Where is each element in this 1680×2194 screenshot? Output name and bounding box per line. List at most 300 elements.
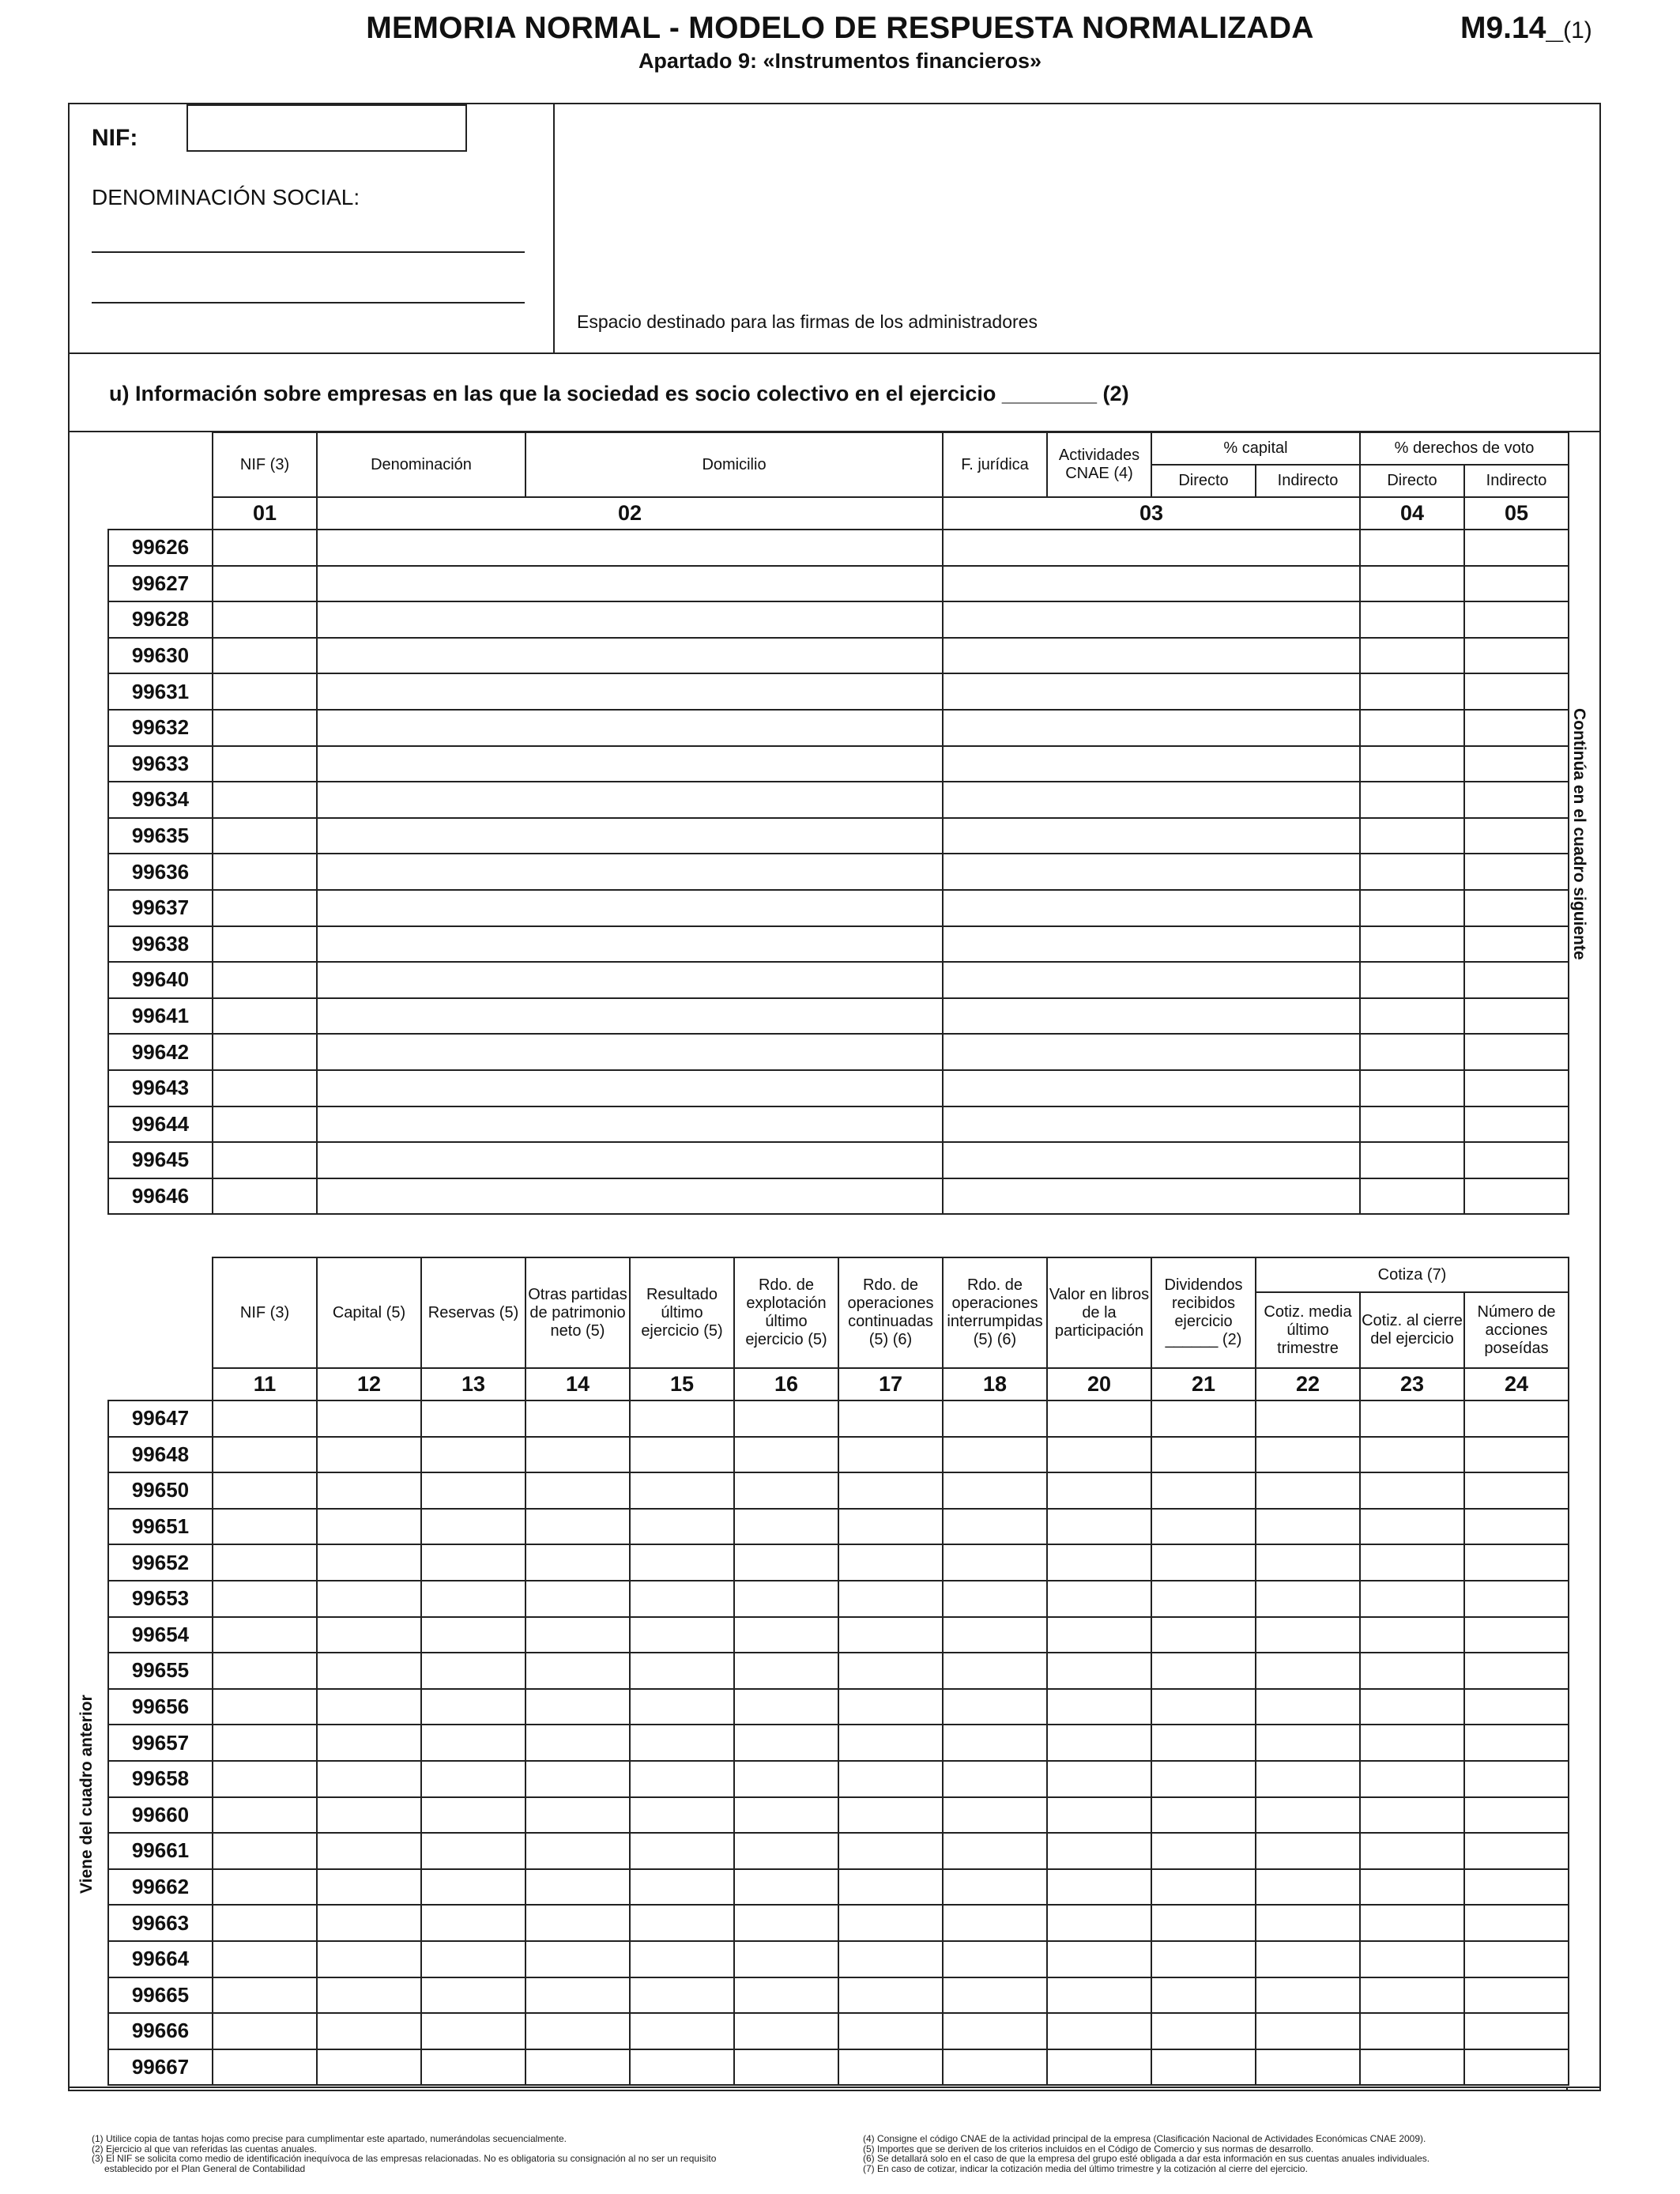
input-cell-13[interactable]	[421, 1544, 525, 1581]
input-cell-01[interactable]	[213, 638, 317, 674]
input-cell-04[interactable]	[1360, 1070, 1464, 1106]
input-cell-02[interactable]	[317, 1034, 943, 1070]
input-cell-17[interactable]	[838, 1437, 943, 1473]
input-cell-20[interactable]	[1047, 1689, 1151, 1725]
input-cell-13[interactable]	[421, 1581, 525, 1617]
input-cell-24[interactable]	[1464, 1472, 1569, 1509]
input-cell-01[interactable]	[213, 673, 317, 710]
input-cell-02[interactable]	[317, 926, 943, 963]
input-cell-15[interactable]	[630, 1761, 734, 1797]
input-cell-12[interactable]	[317, 1977, 421, 2014]
input-cell-05[interactable]	[1464, 638, 1569, 674]
input-cell-14[interactable]	[525, 1977, 630, 2014]
input-cell-17[interactable]	[838, 1869, 943, 1906]
input-cell-18[interactable]	[943, 1509, 1047, 1545]
input-cell-15[interactable]	[630, 1941, 734, 1977]
input-cell-02[interactable]	[317, 638, 943, 674]
input-cell-12[interactable]	[317, 2049, 421, 2086]
input-cell-22[interactable]	[1256, 1941, 1360, 1977]
input-cell-12[interactable]	[317, 1797, 421, 1834]
input-cell-14[interactable]	[525, 1941, 630, 1977]
input-cell-24[interactable]	[1464, 1400, 1569, 1437]
input-cell-13[interactable]	[421, 1869, 525, 1906]
input-cell-15[interactable]	[630, 1472, 734, 1509]
input-cell-11[interactable]	[213, 1581, 317, 1617]
input-cell-14[interactable]	[525, 2049, 630, 2086]
input-cell-20[interactable]	[1047, 1653, 1151, 1689]
input-cell-21[interactable]	[1151, 1437, 1256, 1473]
input-cell-22[interactable]	[1256, 1400, 1360, 1437]
input-cell-02[interactable]	[317, 601, 943, 638]
input-cell-13[interactable]	[421, 1617, 525, 1653]
input-cell-02[interactable]	[317, 890, 943, 926]
input-cell-03[interactable]	[943, 854, 1360, 890]
input-cell-22[interactable]	[1256, 1437, 1360, 1473]
input-cell-12[interactable]	[317, 1472, 421, 1509]
input-cell-11[interactable]	[213, 1977, 317, 2014]
input-cell-11[interactable]	[213, 1869, 317, 1906]
input-cell-17[interactable]	[838, 1905, 943, 1941]
input-cell-11[interactable]	[213, 1400, 317, 1437]
input-cell-04[interactable]	[1360, 962, 1464, 998]
input-cell-22[interactable]	[1256, 1833, 1360, 1869]
input-cell-12[interactable]	[317, 1653, 421, 1689]
input-cell-20[interactable]	[1047, 1544, 1151, 1581]
input-cell-01[interactable]	[213, 962, 317, 998]
input-cell-24[interactable]	[1464, 2049, 1569, 2086]
input-cell-23[interactable]	[1360, 1833, 1464, 1869]
input-cell-03[interactable]	[943, 746, 1360, 782]
input-cell-14[interactable]	[525, 1437, 630, 1473]
input-cell-12[interactable]	[317, 1437, 421, 1473]
input-cell-15[interactable]	[630, 1581, 734, 1617]
input-cell-24[interactable]	[1464, 1653, 1569, 1689]
input-cell-03[interactable]	[943, 998, 1360, 1035]
input-cell-16[interactable]	[734, 1472, 838, 1509]
input-cell-15[interactable]	[630, 1653, 734, 1689]
input-cell-15[interactable]	[630, 1689, 734, 1725]
input-cell-05[interactable]	[1464, 926, 1569, 963]
input-cell-01[interactable]	[213, 782, 317, 818]
input-cell-04[interactable]	[1360, 782, 1464, 818]
input-cell-04[interactable]	[1360, 638, 1464, 674]
input-cell-14[interactable]	[525, 1617, 630, 1653]
input-cell-16[interactable]	[734, 1544, 838, 1581]
input-cell-23[interactable]	[1360, 2013, 1464, 2049]
input-cell-21[interactable]	[1151, 2049, 1256, 2086]
input-cell-23[interactable]	[1360, 1653, 1464, 1689]
input-cell-24[interactable]	[1464, 1689, 1569, 1725]
input-cell-24[interactable]	[1464, 1544, 1569, 1581]
input-cell-23[interactable]	[1360, 1905, 1464, 1941]
input-cell-18[interactable]	[943, 1977, 1047, 2014]
input-cell-23[interactable]	[1360, 1689, 1464, 1725]
input-cell-22[interactable]	[1256, 1869, 1360, 1906]
input-cell-20[interactable]	[1047, 2049, 1151, 2086]
input-cell-05[interactable]	[1464, 1070, 1569, 1106]
input-cell-05[interactable]	[1464, 566, 1569, 602]
input-cell-21[interactable]	[1151, 1689, 1256, 1725]
input-cell-11[interactable]	[213, 1617, 317, 1653]
input-cell-18[interactable]	[943, 1761, 1047, 1797]
input-cell-18[interactable]	[943, 1833, 1047, 1869]
input-cell-20[interactable]	[1047, 1472, 1151, 1509]
input-cell-04[interactable]	[1360, 854, 1464, 890]
input-cell-24[interactable]	[1464, 1869, 1569, 1906]
input-cell-18[interactable]	[943, 1797, 1047, 1834]
input-cell-20[interactable]	[1047, 1833, 1151, 1869]
input-cell-05[interactable]	[1464, 854, 1569, 890]
input-cell-24[interactable]	[1464, 1977, 1569, 2014]
input-cell-21[interactable]	[1151, 1941, 1256, 1977]
input-cell-20[interactable]	[1047, 1725, 1151, 1761]
denominacion-line-2[interactable]	[92, 302, 525, 303]
input-cell-22[interactable]	[1256, 1617, 1360, 1653]
input-cell-20[interactable]	[1047, 1400, 1151, 1437]
input-cell-14[interactable]	[525, 1653, 630, 1689]
input-cell-20[interactable]	[1047, 1437, 1151, 1473]
input-cell-24[interactable]	[1464, 1833, 1569, 1869]
denominacion-line-1[interactable]	[92, 251, 525, 253]
input-cell-22[interactable]	[1256, 1581, 1360, 1617]
input-cell-23[interactable]	[1360, 1581, 1464, 1617]
input-cell-01[interactable]	[213, 1142, 317, 1178]
input-cell-23[interactable]	[1360, 1472, 1464, 1509]
input-cell-02[interactable]	[317, 673, 943, 710]
input-cell-05[interactable]	[1464, 818, 1569, 854]
input-cell-17[interactable]	[838, 1689, 943, 1725]
input-cell-15[interactable]	[630, 2013, 734, 2049]
input-cell-13[interactable]	[421, 1437, 525, 1473]
input-cell-03[interactable]	[943, 710, 1360, 746]
input-cell-01[interactable]	[213, 818, 317, 854]
input-cell-21[interactable]	[1151, 1544, 1256, 1581]
input-cell-11[interactable]	[213, 1544, 317, 1581]
input-cell-21[interactable]	[1151, 1653, 1256, 1689]
input-cell-11[interactable]	[213, 1653, 317, 1689]
input-cell-12[interactable]	[317, 1544, 421, 1581]
input-cell-13[interactable]	[421, 2049, 525, 2086]
input-cell-23[interactable]	[1360, 1869, 1464, 1906]
input-cell-18[interactable]	[943, 1941, 1047, 1977]
input-cell-18[interactable]	[943, 1905, 1047, 1941]
input-cell-11[interactable]	[213, 1472, 317, 1509]
input-cell-01[interactable]	[213, 890, 317, 926]
input-cell-18[interactable]	[943, 1869, 1047, 1906]
input-cell-16[interactable]	[734, 1833, 838, 1869]
input-cell-16[interactable]	[734, 1941, 838, 1977]
input-cell-14[interactable]	[525, 1869, 630, 1906]
input-cell-23[interactable]	[1360, 1509, 1464, 1545]
input-cell-16[interactable]	[734, 1509, 838, 1545]
input-cell-05[interactable]	[1464, 1106, 1569, 1143]
input-cell-04[interactable]	[1360, 601, 1464, 638]
input-cell-16[interactable]	[734, 2049, 838, 2086]
input-cell-02[interactable]	[317, 710, 943, 746]
input-cell-13[interactable]	[421, 2013, 525, 2049]
input-cell-04[interactable]	[1360, 530, 1464, 566]
input-cell-04[interactable]	[1360, 1142, 1464, 1178]
input-cell-20[interactable]	[1047, 1869, 1151, 1906]
input-cell-16[interactable]	[734, 1437, 838, 1473]
input-cell-04[interactable]	[1360, 818, 1464, 854]
input-cell-13[interactable]	[421, 1509, 525, 1545]
input-cell-01[interactable]	[213, 1034, 317, 1070]
input-cell-24[interactable]	[1464, 1725, 1569, 1761]
input-cell-04[interactable]	[1360, 673, 1464, 710]
input-cell-17[interactable]	[838, 2049, 943, 2086]
input-cell-15[interactable]	[630, 1509, 734, 1545]
input-cell-01[interactable]	[213, 710, 317, 746]
input-cell-02[interactable]	[317, 782, 943, 818]
input-cell-02[interactable]	[317, 998, 943, 1035]
nif-input[interactable]	[186, 104, 467, 152]
input-cell-13[interactable]	[421, 1797, 525, 1834]
input-cell-24[interactable]	[1464, 1509, 1569, 1545]
input-cell-11[interactable]	[213, 1509, 317, 1545]
input-cell-01[interactable]	[213, 1070, 317, 1106]
input-cell-01[interactable]	[213, 998, 317, 1035]
input-cell-02[interactable]	[317, 746, 943, 782]
input-cell-12[interactable]	[317, 1581, 421, 1617]
input-cell-01[interactable]	[213, 530, 317, 566]
input-cell-13[interactable]	[421, 1833, 525, 1869]
input-cell-20[interactable]	[1047, 1617, 1151, 1653]
input-cell-13[interactable]	[421, 1761, 525, 1797]
input-cell-22[interactable]	[1256, 1509, 1360, 1545]
input-cell-11[interactable]	[213, 1941, 317, 1977]
input-cell-22[interactable]	[1256, 1977, 1360, 2014]
input-cell-13[interactable]	[421, 1689, 525, 1725]
input-cell-05[interactable]	[1464, 530, 1569, 566]
input-cell-02[interactable]	[317, 1142, 943, 1178]
input-cell-21[interactable]	[1151, 1725, 1256, 1761]
input-cell-17[interactable]	[838, 1761, 943, 1797]
input-cell-18[interactable]	[943, 1472, 1047, 1509]
input-cell-12[interactable]	[317, 1905, 421, 1941]
input-cell-23[interactable]	[1360, 1725, 1464, 1761]
input-cell-05[interactable]	[1464, 673, 1569, 710]
input-cell-04[interactable]	[1360, 998, 1464, 1035]
input-cell-21[interactable]	[1151, 1617, 1256, 1653]
input-cell-13[interactable]	[421, 1400, 525, 1437]
input-cell-23[interactable]	[1360, 1941, 1464, 1977]
input-cell-18[interactable]	[943, 2013, 1047, 2049]
input-cell-21[interactable]	[1151, 1509, 1256, 1545]
input-cell-11[interactable]	[213, 1725, 317, 1761]
input-cell-02[interactable]	[317, 1178, 943, 1215]
input-cell-13[interactable]	[421, 1941, 525, 1977]
input-cell-04[interactable]	[1360, 926, 1464, 963]
input-cell-17[interactable]	[838, 1977, 943, 2014]
input-cell-22[interactable]	[1256, 1761, 1360, 1797]
input-cell-21[interactable]	[1151, 1833, 1256, 1869]
input-cell-16[interactable]	[734, 1905, 838, 1941]
input-cell-16[interactable]	[734, 1689, 838, 1725]
input-cell-21[interactable]	[1151, 1797, 1256, 1834]
input-cell-14[interactable]	[525, 1689, 630, 1725]
input-cell-01[interactable]	[213, 601, 317, 638]
input-cell-17[interactable]	[838, 1833, 943, 1869]
input-cell-24[interactable]	[1464, 2013, 1569, 2049]
input-cell-16[interactable]	[734, 1977, 838, 2014]
input-cell-22[interactable]	[1256, 1472, 1360, 1509]
input-cell-18[interactable]	[943, 1689, 1047, 1725]
input-cell-01[interactable]	[213, 566, 317, 602]
input-cell-01[interactable]	[213, 1178, 317, 1215]
input-cell-02[interactable]	[317, 818, 943, 854]
input-cell-16[interactable]	[734, 1797, 838, 1834]
input-cell-23[interactable]	[1360, 1544, 1464, 1581]
input-cell-05[interactable]	[1464, 601, 1569, 638]
input-cell-14[interactable]	[525, 1509, 630, 1545]
input-cell-03[interactable]	[943, 962, 1360, 998]
input-cell-14[interactable]	[525, 1544, 630, 1581]
input-cell-24[interactable]	[1464, 1941, 1569, 1977]
input-cell-18[interactable]	[943, 1400, 1047, 1437]
input-cell-18[interactable]	[943, 1437, 1047, 1473]
input-cell-20[interactable]	[1047, 1761, 1151, 1797]
input-cell-03[interactable]	[943, 1178, 1360, 1215]
input-cell-21[interactable]	[1151, 1400, 1256, 1437]
input-cell-15[interactable]	[630, 1977, 734, 2014]
input-cell-17[interactable]	[838, 1400, 943, 1437]
input-cell-23[interactable]	[1360, 1617, 1464, 1653]
input-cell-22[interactable]	[1256, 1689, 1360, 1725]
input-cell-01[interactable]	[213, 854, 317, 890]
input-cell-12[interactable]	[317, 1725, 421, 1761]
input-cell-14[interactable]	[525, 2013, 630, 2049]
input-cell-03[interactable]	[943, 638, 1360, 674]
input-cell-18[interactable]	[943, 1725, 1047, 1761]
input-cell-12[interactable]	[317, 1833, 421, 1869]
input-cell-12[interactable]	[317, 1689, 421, 1725]
input-cell-11[interactable]	[213, 2049, 317, 2086]
input-cell-16[interactable]	[734, 1400, 838, 1437]
input-cell-03[interactable]	[943, 673, 1360, 710]
input-cell-02[interactable]	[317, 854, 943, 890]
input-cell-16[interactable]	[734, 1617, 838, 1653]
input-cell-05[interactable]	[1464, 710, 1569, 746]
input-cell-12[interactable]	[317, 1617, 421, 1653]
input-cell-05[interactable]	[1464, 782, 1569, 818]
input-cell-03[interactable]	[943, 1106, 1360, 1143]
input-cell-03[interactable]	[943, 1034, 1360, 1070]
input-cell-14[interactable]	[525, 1797, 630, 1834]
input-cell-02[interactable]	[317, 1106, 943, 1143]
input-cell-03[interactable]	[943, 601, 1360, 638]
input-cell-17[interactable]	[838, 1581, 943, 1617]
input-cell-14[interactable]	[525, 1472, 630, 1509]
input-cell-11[interactable]	[213, 1761, 317, 1797]
input-cell-02[interactable]	[317, 962, 943, 998]
input-cell-17[interactable]	[838, 1472, 943, 1509]
input-cell-16[interactable]	[734, 1869, 838, 1906]
input-cell-22[interactable]	[1256, 1544, 1360, 1581]
input-cell-03[interactable]	[943, 818, 1360, 854]
input-cell-17[interactable]	[838, 2013, 943, 2049]
input-cell-11[interactable]	[213, 1797, 317, 1834]
input-cell-11[interactable]	[213, 1689, 317, 1725]
input-cell-18[interactable]	[943, 1653, 1047, 1689]
input-cell-13[interactable]	[421, 1653, 525, 1689]
input-cell-05[interactable]	[1464, 1142, 1569, 1178]
input-cell-23[interactable]	[1360, 1797, 1464, 1834]
input-cell-18[interactable]	[943, 1617, 1047, 1653]
input-cell-17[interactable]	[838, 1544, 943, 1581]
input-cell-05[interactable]	[1464, 1034, 1569, 1070]
input-cell-17[interactable]	[838, 1617, 943, 1653]
input-cell-20[interactable]	[1047, 1977, 1151, 2014]
input-cell-02[interactable]	[317, 566, 943, 602]
input-cell-24[interactable]	[1464, 1905, 1569, 1941]
input-cell-05[interactable]	[1464, 1178, 1569, 1215]
input-cell-05[interactable]	[1464, 962, 1569, 998]
input-cell-14[interactable]	[525, 1400, 630, 1437]
input-cell-14[interactable]	[525, 1725, 630, 1761]
input-cell-05[interactable]	[1464, 998, 1569, 1035]
input-cell-17[interactable]	[838, 1725, 943, 1761]
input-cell-23[interactable]	[1360, 1437, 1464, 1473]
input-cell-15[interactable]	[630, 1797, 734, 1834]
input-cell-21[interactable]	[1151, 1869, 1256, 1906]
input-cell-15[interactable]	[630, 1725, 734, 1761]
input-cell-20[interactable]	[1047, 1797, 1151, 1834]
input-cell-23[interactable]	[1360, 1400, 1464, 1437]
input-cell-16[interactable]	[734, 1581, 838, 1617]
input-cell-05[interactable]	[1464, 746, 1569, 782]
input-cell-21[interactable]	[1151, 1761, 1256, 1797]
input-cell-12[interactable]	[317, 1509, 421, 1545]
input-cell-23[interactable]	[1360, 2049, 1464, 2086]
input-cell-11[interactable]	[213, 2013, 317, 2049]
input-cell-24[interactable]	[1464, 1581, 1569, 1617]
input-cell-03[interactable]	[943, 1142, 1360, 1178]
input-cell-02[interactable]	[317, 1070, 943, 1106]
input-cell-23[interactable]	[1360, 1977, 1464, 2014]
input-cell-21[interactable]	[1151, 1472, 1256, 1509]
input-cell-05[interactable]	[1464, 890, 1569, 926]
input-cell-17[interactable]	[838, 1941, 943, 1977]
input-cell-13[interactable]	[421, 1472, 525, 1509]
input-cell-04[interactable]	[1360, 890, 1464, 926]
input-cell-04[interactable]	[1360, 1178, 1464, 1215]
input-cell-12[interactable]	[317, 1400, 421, 1437]
input-cell-16[interactable]	[734, 1725, 838, 1761]
input-cell-03[interactable]	[943, 1070, 1360, 1106]
input-cell-20[interactable]	[1047, 1905, 1151, 1941]
input-cell-11[interactable]	[213, 1437, 317, 1473]
input-cell-24[interactable]	[1464, 1797, 1569, 1834]
input-cell-04[interactable]	[1360, 710, 1464, 746]
input-cell-15[interactable]	[630, 2049, 734, 2086]
input-cell-17[interactable]	[838, 1653, 943, 1689]
input-cell-11[interactable]	[213, 1833, 317, 1869]
input-cell-16[interactable]	[734, 1653, 838, 1689]
input-cell-04[interactable]	[1360, 566, 1464, 602]
input-cell-22[interactable]	[1256, 1653, 1360, 1689]
input-cell-01[interactable]	[213, 1106, 317, 1143]
input-cell-11[interactable]	[213, 1905, 317, 1941]
input-cell-12[interactable]	[317, 1869, 421, 1906]
input-cell-20[interactable]	[1047, 1581, 1151, 1617]
input-cell-12[interactable]	[317, 2013, 421, 2049]
input-cell-03[interactable]	[943, 530, 1360, 566]
input-cell-21[interactable]	[1151, 1581, 1256, 1617]
input-cell-15[interactable]	[630, 1905, 734, 1941]
input-cell-16[interactable]	[734, 2013, 838, 2049]
input-cell-04[interactable]	[1360, 746, 1464, 782]
